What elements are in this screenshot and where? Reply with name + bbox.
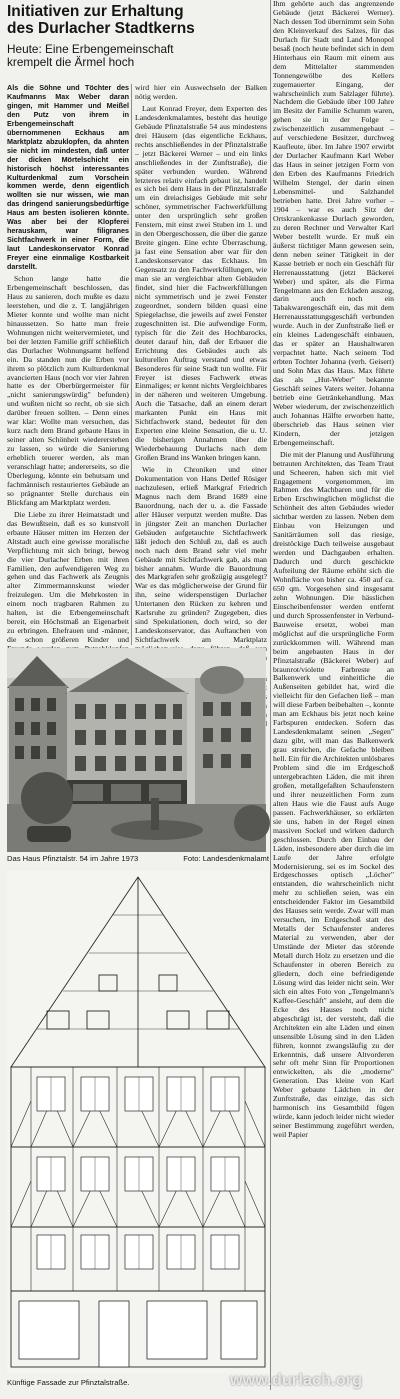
facade-drawing [7, 871, 269, 1373]
body-paragraph: Die Liebe zu ihrer Heimatstadt und das Bewußtsein, daß es so kunstvoll erbaute Häuser mitten im Herzen der Altstadt auch eine gewisse moralische Verpflichtung mit sich bringt, bewog die vier Durlacher Erben mit ihren Familien, den aufwendigeren Weg zu gehen und das Fachwerk als Zeugnis alter Zimmermannskunst wieder freizulegen. Um die Mehrkosten in einem noch tragbaren Rahmen zu halten, ist die Erbengemeinschaft bereit, ein Höchstmaß an Eigenarbeit zu erbringen. Ehefrauen und -männer, die schon größeren Kinder und [7, 509, 129, 645]
future-facade-drawing [7, 871, 269, 1373]
body-paragraph: Laut Konrad Freyer, dem Experten des Landesdenkmalamtes, besteht das heutige Gebäude Pfinztalstraße 54 aus mindestens drei Häusern (das eigentliche Eckhaus, rechts anschließendes in der Pfinztalstraße – jetzt Bäckerei Werner – und ein links anschließendes in der Zunftstraße), die später verbunden wurden. Während letzteres relativ einfach gebaut ist, handelt es sich bei dem Haus in der Pfinztalstraße um ein dreiachsiges Gebäude mit sehr schöner, symmetrischer Fachwerkfüllung unter den ursprünglich sehr großen Fenstern, mit einst zwei Stuben im 1. und in den Obergeschossen, die über die ganze Breite gingen. Eine echte Überraschung, ja fast eine Sensation aber war für den Landeskonservator das Eckhaus. Im Gegensatz zu den Fachwerkfüllungen, wie man sie an vergleichbar alten Gebäuden findet, sind hier die Fachwerkfüllungen nicht symmetrisch und je zwei Fenster zugeordnet, sondern bilden quasi eine Spiegelachse, die jeweils auf zwei Fenster zugeschnitten ist. Die aufwendige Form, typisch für die Zeit des Hochbarocks, deutet darauf hin, daß der Erbauer die Errichtung des Gebäudes auch als kulturellen Auftrag verstand und etwas Besonderes für seine Stadt tun wollte. Für Freyer ist dieses Fachwerk etwas Einmaliges; er kennt nichts Vergleichbares in der näheren und weiteren Umgebung. Auch die Tatsache, daß an einem derart markanten Punkt ein Haus mit Sichtfachwerk stand, bedeutet für den Experten eine kleine Sensation, die u. U. die bisherigen Annahmen über die Wiederbebauung Durlachs nach dem Großen Brand ins Wanken bringen kann. [135, 103, 267, 463]
headline-line-2: des Durlacher Stadtkerns [7, 20, 195, 37]
street-scene-photo-illustration [7, 648, 266, 852]
subheadline-line-1: Heute: Eine Erbengemeinschaft [7, 42, 174, 56]
lead-paragraph: Als die Söhne und Töchter des Kaufmanns Max Weber daran gingen, mit Hammer und Meißel den Putz von ihrem in Erbengemeinschaft übernommenen Eckhaus am Marktplatz abzuklopfen, da ahnten sie nicht im mindesten, daß unter der dicken Mörtelschicht ein historisch höchst interessantes Kulturdenkmal zum Vorschein kommen werde, denn eigentlich wollten sie nur wissen, wie man das dringend sanierungsbedürftige Haus am besten isolieren könnte. Was aber bei der Klopferei herauskam, war filigranes Sichtfachwerk in einer Form, die laut Landeskonservator Konrad Freyer eine einmalige Kostbarkeit darstellt. [7, 83, 129, 272]
article-column-2 [135, 84, 267, 645]
column-rule [270, 0, 271, 1390]
site-watermark: www.durlach.org [230, 1372, 363, 1389]
body-paragraph: Wie in Chroniken und einer Dokumentation von Hans Detlef Rösiger nachzulesen, erließ Markgraf Friedrich Magnus nach dem Brand 1689 eine Bauordnung, nach der u. a. die Fassade aller Häuser verputzt werden mußte. Das in jüngster Zeit an manchen Durlacher Gebäuden aufgetauchte Sichtfachwerk läßt jedoch den Schluß zu, daß es auch noch nach dem Brand sehr viel mehr Gebäude mit Sichtfachwerk gab, als man bisher annahm. Wurde die Bauordnung des Markgrafen sehr großzügig ausgelegt? War es das möglicherweise der Grund für ihn, seine widerspenstigen Durlacher Untertanen den Rücken zu kehren und Karlsruhe zu gründen? Zugegeben, dies sind Spekulationen, doch wird, so der Landeskonservator, das Auftauchen von Sichtfachwerk am Marktplatz [135, 465, 267, 645]
article-subheadline [7, 43, 272, 69]
historic-house-photo [7, 648, 266, 852]
body-paragraph: Schon lange hatte die Erbengemeinschaft beschlossen, das Haus zu sanieren, doch mußte es dazu leerstehen, und die z. T. langjährigen Mieter konnte und wollte man nicht hinaussetzen. So hatte man freie Wohnungen nicht weitervermietet, und bei der letzten Familie griff schließlich das Durlacher Wohnungsamt helfend ein. Da standen nun die Erben vor ihrem so plötzlich zum Kulturdenkmal avancierten Haus (noch vor vier Jahren hatte es der Oberbürgermeister für „nicht sanierungswürdig" befunden) und wußten nicht so recht, ob sie sich darüber freuen sollten. – Denn eines war klar: Wollte man versuchen, das kurz nach dem Brand gebaute Haus in seiner alten Schönheit wiedererstehen zu lassen, so würde die Sanierung erheblich teuerer werden, als man veranschlagt hatte; andererseits, so die Überlegung, könnte ein behutsam und fachmännisch restauriertes Gebäude an so prägnanter Stelle durchaus ein Blickfang am Marktplatz werden. [7, 274, 129, 507]
body-paragraph: wird hier ein Auswechseln der Balken nötig werden. [135, 83, 267, 101]
article-column-3 [273, 0, 394, 1390]
photo-credit: Foto: Landesdenkmalamt [183, 854, 269, 863]
headline-line-1: Initiativen zur Erhaltung [7, 3, 184, 20]
article-column-1 [7, 84, 129, 645]
photo-caption-text: Das Haus Pfinztalstr. 54 im Jahre 1973 [7, 854, 139, 863]
subheadline-line-2: krempelt die Ärmel hoch [7, 55, 135, 69]
column-rule [131, 84, 132, 645]
article-headline [7, 3, 272, 37]
drawing-caption: Künftige Fassade zur Pfinztalstraße. [7, 1378, 130, 1387]
photo-caption [7, 854, 269, 863]
body-paragraph: Die mit der Planung und Ausführung betrauten Architekten, das Team Traut und Scheeren, haben sich mit viel Engagement vorgenommen, im Rahmen des Machbaren und für die Erben Erschwinglichen möglichst die Schönheit des alten Gebäudes wieder sichtbar werden zu lassen. Neben dem Einbau von Heizungen und Sanitärräumen soll das riesige, dreistöckige Dach teilweise ausgebaut werden und Dachgauben erhalten. Dadurch und durch geschickte Aufteilung der Räume erhöht sich die Wohnfläche von bisher ca. 450 auf ca. 650 qm. Vorgesehen sind insgesamt zehn Wohnungen. Die hässlichen Einscheibenfenster werden entfernt und durch Sprossenfenster in Verbund-Bauweise ersetzt, wobei man möglichst auf die ursprüngliche Form zurückkommen will. Während man beim angebauten Haus in der Pfinztalstraße (Bäckerei Weber) auf braunrot/violette Farbreste an Balkenwerk und einheitliche die Außenseiten gebildet hat, wird die vielleicht für den Gefachen ließ – man will diese Farben beibehalten –, konnte man am Eckhaus bis jetzt noch keine Farbspuren entdecken. Sofern das Landesdenkmalamt seinen „Segen" dazu gibt, will man das Balkenwerk grau streichen, die Gefache bleiben hell. Ein für die Architekten unlösbares Problem sind die im Erdgeschoß untergebrachten Läden, die mit ihren großen, metallgefaßten Schaufenstern und ihrer neuzeitlichen Form zum alten Haus wie die Faust aufs Auge passen. Fachwerkhäuser, so erklärten sie uns, haben in der Regel einen massiven Sockel und wirken dadurch geschlossen. Durch den Einbau der Läden, insbesondere aber durch die im Laufe der Jahre erfolgte Modernisierung, sei es im Sockel des Erdgeschosses optisch „Löcher" entstanden, die wahrscheinlich nicht mehr zu schließen seien, was ein entscheidender Faktor im Gesamtbild des Hauses sein werde. Zwar will man versuchen, im Erdgeschoß statt des Metalls der Schaufenster anderes Material zu verwenden, aber der Umstände der Mieter das störende Metall durch Holz zu ersetzen und die Schaufenster in oberen Bereich zu gliedern, doch eine befriedigende Lösung wird das leider nicht sein. Wer sich ein altes Foto von „Tengelmann's Kaffee-Geschäft" ansieht, auf dem die Ecke des Hauses noch nicht abgeschrägt ist, der versteht, daß die Architekten ein alte Läden und einen unsensible Lösung sind in den Läden führen, konnnt zwangsläufig zu der Erkenntnis, daß unsere Altvorderen sehr oft mehr Sinn für Proportionen entwickelten, als die „moderne" Generation. Das kleine von Karl Weber gebaute Lädchen in der Zunftstraße, das einzige, das sich harmonisch ins Gesamtbild fügen würde, kann jedoch leider nicht wieder seiner Bestimmung zugeführt werden, weil Papier [273, 449, 394, 1140]
body-paragraph: Ihm gehörte auch das angrenzende Gebäude (jetzt Bäckerei Werner). Nach dessen Tod übernimmt sein Sohn den Kleinverkauf des Salzes, für das Durlach für Stadt und Land Monopol besaß (noch heute befindet sich in dem Hinterhaus ein Raum mit einem aus dem Mittelalter stammenden Tonnengewölbe des Kellers zugemauerter Eingang, der wahrscheinlich zum Salzlager führte). Nachdem die Gebäude über 100 Jahre im Besitz der Familie Schumm waren, gehen sie in der Folge – zwischenzeitlich zusammengebaut – auf verschiedene Besitzer, durchweg Kaufleute, über. Im Jahre 1907 erwirbt der Durlacher Kaufmann Karl Weber das Haus in seiner jetzigen Form von den Erben des Kaufmanns Friedrich Wilhelm Stengel, der darin einen Lebensmittel- und Salzhandel betrieben hatte. Drei Jahre vorher – 1904 – war es auch Sitz der Ortskrankenkasse Durlach geworden, zu deren Rechner und Verwalter Karl Weber bestellt wurde. Er muß ein äußerst tüchtiger Mann gewesen sein, denn neben seiner Tätigkeit in der Kasse betrieb er noch ein Geschäft für Herrenausstattung (jetzt Bäckerei Weber) und später, als die Firma Tengelmann aus den Eckladen auszog, darin auch noch ein Tabakwarengeschäft ein, das mit dem Herrenausstattungsgeschäft verbunden wurde. Auch in der Zunftstraße ließ er ein kleines Ladengeschäft einbauen, das er später an Haushaltwaren verpachtet hatte. Nach seinem Tod erbten Tochter Johanna (verh. Geisert) und Sohn Max das Haus. Max führte das als „Hut-Weber" bekannte Geschäft seines Vaters weiter. Johanna betrieb eine Getränkehandlung. Max Weber wiederum, der zwischenzeitlich auch Johannas Hälfte erworben hatte, überschrieb das Haus seinen vier Kindern, der jetzigen Erbengemeinschaft. [273, 0, 394, 447]
